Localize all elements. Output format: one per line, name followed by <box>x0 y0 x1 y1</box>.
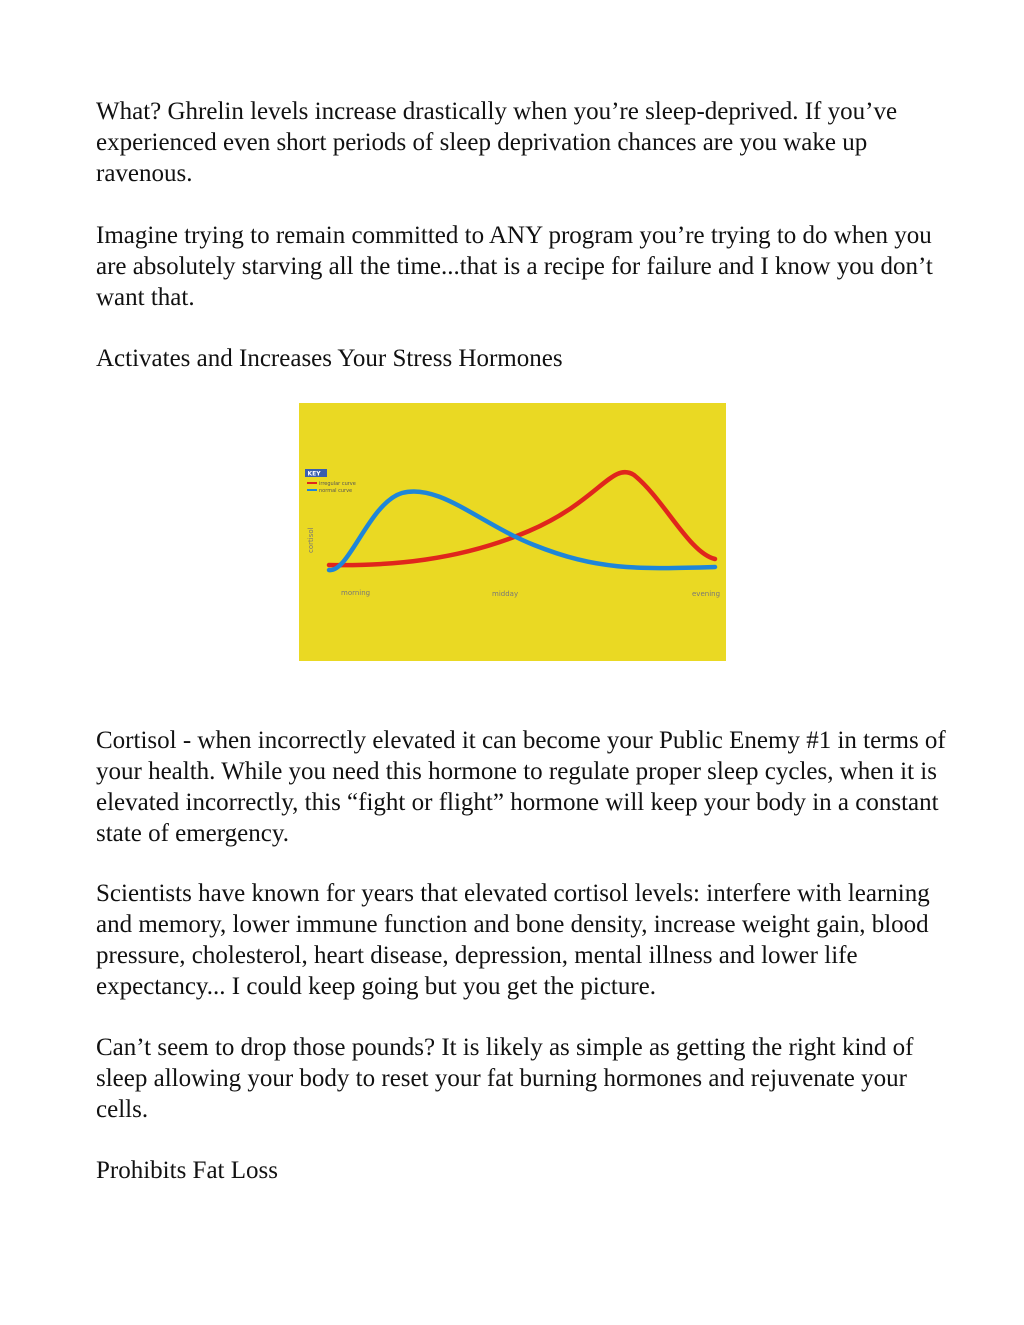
key-label-irregular: irregular curve <box>319 481 356 487</box>
paragraph-pounds: Can’t seem to drop those pounds? It is likely as simple as getting the right kind of sleep allowing your body to reset your fat burning hormones and rejuvenate your cells. <box>96 1034 914 1123</box>
heading-fat-loss: Prohibits Fat Loss <box>96 1157 278 1184</box>
y-axis-label: cortisol <box>307 527 315 553</box>
figure-key <box>305 469 356 494</box>
x-label-morning: morning <box>341 589 371 597</box>
x-label-evening: evening <box>692 590 721 598</box>
key-title: KEY <box>307 470 321 478</box>
paragraph-program: Imagine trying to remain committed to ANY program you’re trying to do when you are absolutely starving all the time...that is a recipe for failure and I know you don’t want that. <box>96 222 933 311</box>
irregular-curve-line <box>329 472 715 565</box>
paragraph-ghrelin: What? Ghrelin levels increase drastically when you’re sleep-deprived. If you’ve experienced even short periods of sleep deprivation chances are you wake up ravenous. <box>96 98 898 187</box>
key-label-normal: normal curve <box>319 488 353 494</box>
cortisol-curve-graphic <box>299 403 726 661</box>
normal-curve-line <box>329 491 715 570</box>
paragraph-scientists: Scientists have known for years that elevated cortisol levels: interfere with learning and memory, lower immune function and bone density, increase weight gain, blood pressure, cholesterol, heart disease, depression, mental illness and lower life expectancy... I could keep going but you get the picture. <box>96 880 930 1000</box>
paragraph-cortisol: Cortisol - when incorrectly elevated it can become your Public Enemy #1 in terms of your health. While you need this hormone to regulate proper sleep cycles, when it is elevated incorrectly, this “fight or flight” hormone will keep your body in a constant state of emergency. <box>96 727 946 847</box>
cortisol-curve-figure <box>299 403 726 661</box>
x-label-midday: midday <box>492 590 519 598</box>
heading-stress-hormones: Activates and Increases Your Stress Hormones <box>96 345 563 372</box>
